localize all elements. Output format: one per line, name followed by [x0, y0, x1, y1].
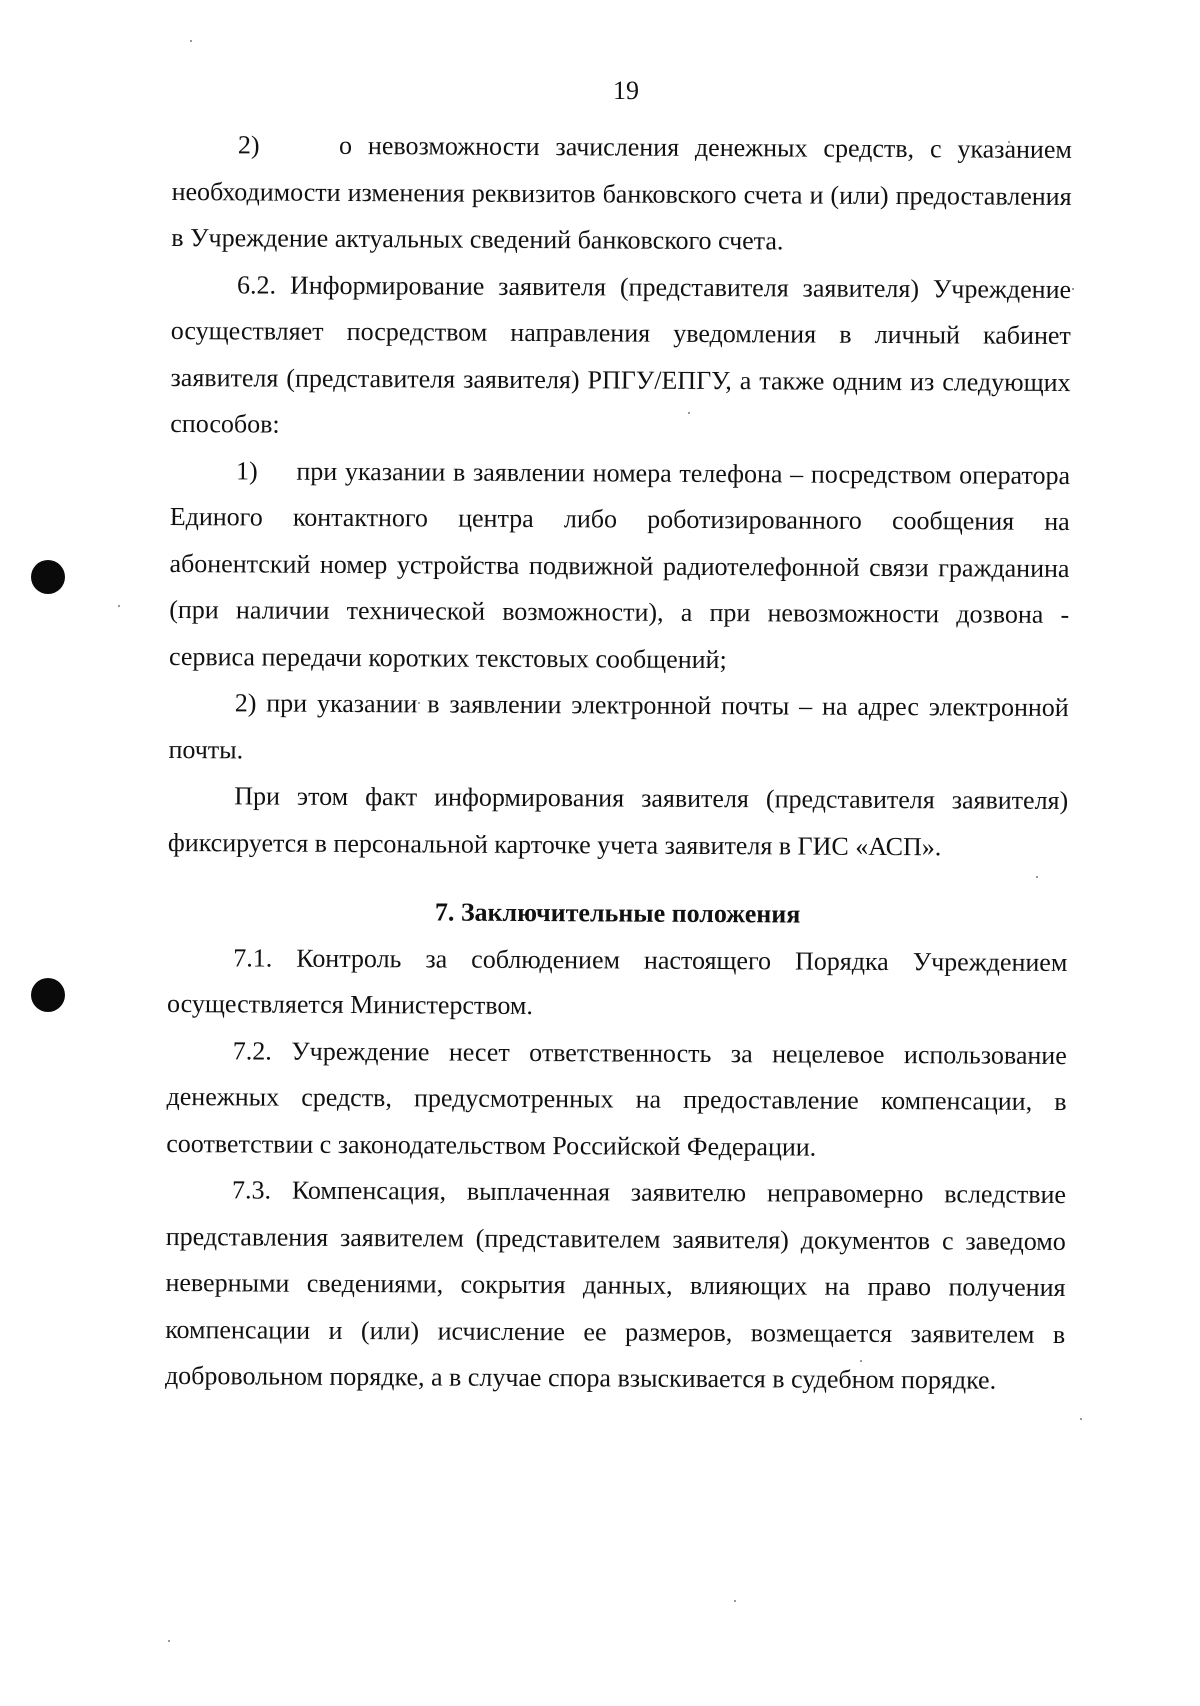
- scan-speck: [168, 1640, 170, 1642]
- paragraph-7-2: 7.2. Учреждение несет ответственность за нецелевое использование денежных средств, предусмотренных на предоставление компенсации, в соответствии с законодательством Российской Федерации.: [166, 1035, 1067, 1162]
- hole-punch-bottom: [31, 978, 65, 1012]
- page-number: 19: [613, 76, 639, 105]
- scan-speck: [1080, 1418, 1082, 1420]
- paragraph-item-2-bank-details: 2) о невозможности зачисления денежных средств, с указанием необходимости изменения реквизитов банковского счета и (или) предоставления в Учреждение актуальных сведений банковского счета.: [171, 130, 1072, 256]
- scan-speck: [118, 605, 120, 607]
- paragraph-item-2-email: 2) при указании в заявлении электронной почты – на адрес электронной почты.: [168, 688, 1069, 764]
- paragraph-fact-of-informing: При этом факт информирования заявителя (представителя заявителя) фиксируется в персональной карточке учета заявителя в ГИС «АСП».: [167, 781, 1069, 861]
- scan-speck: [734, 1600, 736, 1602]
- document-body: [165, 122, 1072, 1405]
- scan-speck: [1072, 288, 1074, 290]
- scan-speck: [190, 40, 192, 42]
- section-heading: 7. Заключительные положения: [434, 897, 801, 929]
- paragraph-item-1-phone: 1) при указании в заявлении номера телефона – посредством оператора Единого контактного центра либо роботизированного сообщения на абонентский номер устройства подвижной радиотелефонной связи гражданина (при наличии технической возможности), а при невозможности дозвона - сервиса передачи коротких текстовых сообщений;: [168, 455, 1071, 674]
- paragraph-7-3: 7.3. Компенсация, выплаченная заявителю неправомерно вследствие представления заявителем (представителем заявителя) документов с заведомо неверными сведениями, сокрытия данных, влияющих на право получения компенсации и (или) исчисление ее размеров, возмещается заявителем в добровольном порядке, а в случае спора взыскивается в судебном порядке.: [164, 1175, 1067, 1395]
- paragraph-7-1: 7.1. Контроль за соблюдением настоящего Порядка Учреждением осуществляется Министерством.: [166, 942, 1068, 1021]
- hole-punch-top: [31, 560, 65, 594]
- paragraph-6-2-informing: 6.2. Информирование заявителя (представителя заявителя) Учреждение осуществляет посредством направления уведомления в личный кабинет заявителя (представителя заявителя) РПГУ/ЕПГУ, а также одним из следующих способов:: [170, 269, 1072, 439]
